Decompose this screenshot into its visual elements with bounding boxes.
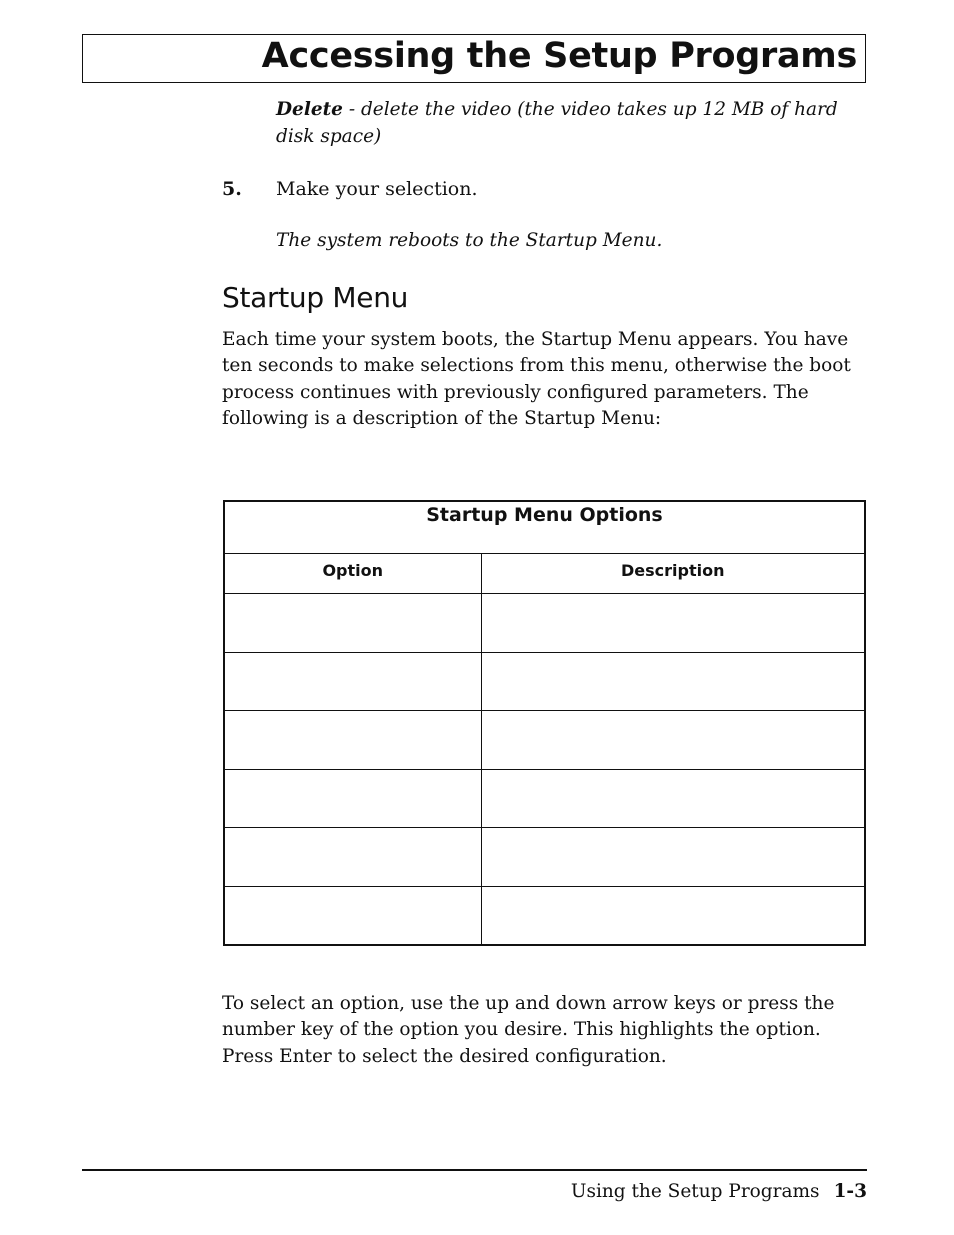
option-cell — [224, 828, 481, 887]
column-header-option: Option — [224, 554, 481, 594]
footer-chapter: Using the Setup Programs — [570, 1181, 820, 1202]
option-cell — [224, 652, 481, 711]
table-row — [224, 652, 865, 711]
intro-paragraph: Each time your system boots, the Startup Menu appears. You have ten seconds to make selections from this menu, otherwise the boot process continues with previously configured parameters. The following is a description of the Startup Menu: — [222, 329, 851, 429]
table-row — [224, 711, 865, 770]
option-cell — [224, 711, 481, 770]
step-text: Make your selection. — [276, 178, 478, 200]
delete-term: Delete — [276, 99, 343, 120]
description-cell — [481, 652, 865, 711]
footer-divider — [82, 1169, 867, 1171]
table-row — [224, 594, 865, 653]
startup-menu-options-table — [223, 500, 866, 946]
table-row — [224, 886, 865, 945]
footer-page-number: 1-3 — [833, 1181, 867, 1202]
table-row — [224, 828, 865, 887]
step-result: The system reboots to the Startup Menu. — [276, 230, 663, 251]
option-cell — [224, 886, 481, 945]
page-title: Accessing the Setup Programs — [261, 36, 857, 76]
delete-description: - delete the video (the video takes up 12 MB of hard disk space) — [276, 99, 838, 147]
table-caption: Startup Menu Options — [224, 501, 865, 554]
step-number: 5. — [222, 178, 242, 200]
section-heading: Startup Menu — [222, 281, 409, 314]
table-row — [224, 769, 865, 828]
option-cell — [224, 769, 481, 828]
option-cell — [224, 594, 481, 653]
column-header-description: Description — [481, 554, 865, 594]
description-cell — [481, 886, 865, 945]
description-cell — [481, 769, 865, 828]
closing-paragraph: To select an option, use the up and down arrow keys or press the number key of the option you desire. This highlights the option. Press Enter to select the desired configuration. — [222, 993, 835, 1067]
page-title-box — [82, 34, 866, 83]
description-cell — [481, 828, 865, 887]
delete-option-note — [276, 97, 856, 150]
description-cell — [481, 711, 865, 770]
description-cell — [481, 594, 865, 653]
page-footer — [571, 1179, 867, 1205]
